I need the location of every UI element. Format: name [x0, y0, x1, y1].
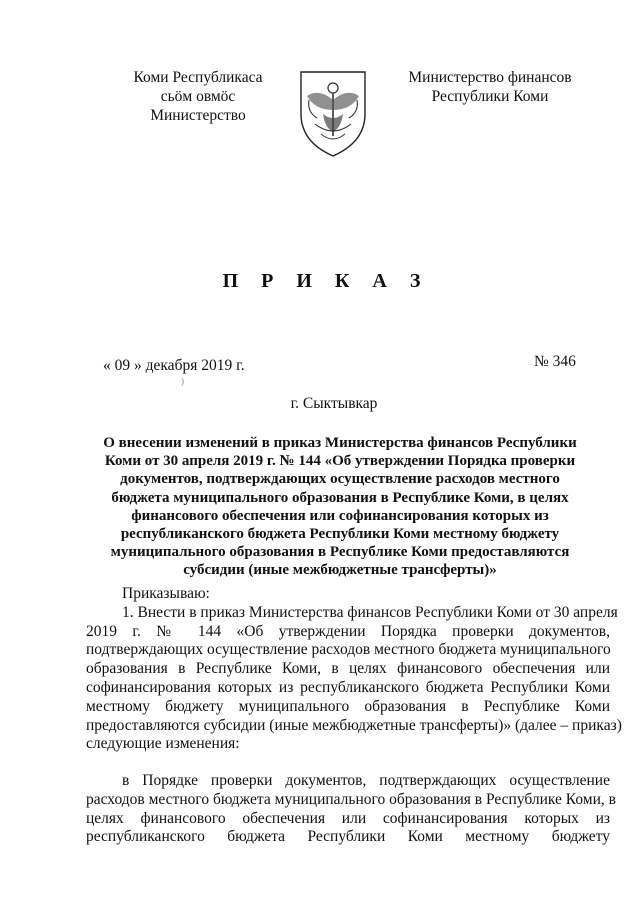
subject-line: республиканского бюджета Республики Коми местному бюджету — [120, 526, 560, 543]
document-date: « 09 » декабря 2019 г. — [103, 357, 245, 374]
body-line: в Порядке проверки документов, подтверждающих осуществление — [122, 772, 610, 789]
body-line: целях финансового обеспечения или софинансирования которых из — [86, 809, 610, 827]
subject-line: документов, подтверждающих осуществление расходов местного — [120, 471, 560, 488]
body-line: софинансирования которых из республиканского бюджета Республики Коми — [86, 678, 610, 696]
document-number: № 346 — [534, 353, 576, 370]
body-line: Приказываю: — [122, 585, 210, 602]
body-line: 2019 г. № 144 «Об утверждении Порядка проверки документов, — [86, 622, 610, 640]
body-paragraph-2 — [86, 772, 616, 847]
subject-line: муниципального образования в Республике Коми предоставляются — [110, 544, 570, 561]
document-subject — [100, 434, 580, 580]
body-line: образования в Республике Коми, в целях финансового обеспечения или — [86, 660, 610, 678]
header-right — [395, 68, 585, 106]
body-paragraph-1 — [86, 585, 622, 754]
header-right-line: Республики Коми — [431, 88, 549, 105]
body-line: расходов местного бюджета муниципального образования в Республике Коми, в — [86, 790, 616, 808]
subject-line: бюджета муниципального образования в Республике Коми, в целях — [111, 489, 569, 506]
header-left-line: Министерство — [150, 107, 246, 124]
body-line: республиканского бюджета Республики Коми местному бюджету — [86, 828, 610, 846]
body-line: следующие изменения: — [86, 735, 240, 753]
pen-mark: ) — [181, 376, 184, 386]
body-line: 1. Внести в приказ Министерства финансов Республики Коми от 30 апреля — [122, 603, 618, 621]
body-line: подтверждающих осуществление расходов местного бюджета муниципального — [86, 641, 611, 659]
document-title: П Р И К А З — [222, 270, 430, 292]
coat-of-arms-emblem — [293, 66, 373, 158]
document-city: г. Сыктывкар — [290, 395, 378, 412]
body-line: местному бюджету муниципального образования в Республике Коми — [86, 697, 610, 715]
header-left-line: сьӧм овмӧс — [160, 88, 236, 105]
header-left-line: Коми Республикаса — [133, 69, 263, 86]
body-line: предоставляются субсидии (иные межбюджетные трансферты)» (далее – приказ) — [86, 716, 622, 734]
header-left — [108, 68, 288, 125]
subject-line: субсидии (иные межбюджетные трансферты)» — [183, 562, 497, 579]
header-right-line: Министерство финансов — [408, 69, 572, 86]
subject-line: финансового обеспечения или софинансирования которых из — [131, 507, 549, 524]
subject-line: Коми от 30 апреля 2019 г. № 144 «Об утверждении Порядка проверки — [104, 453, 576, 470]
subject-line: О внесении изменений в приказ Министерства финансов Республики — [103, 435, 577, 451]
